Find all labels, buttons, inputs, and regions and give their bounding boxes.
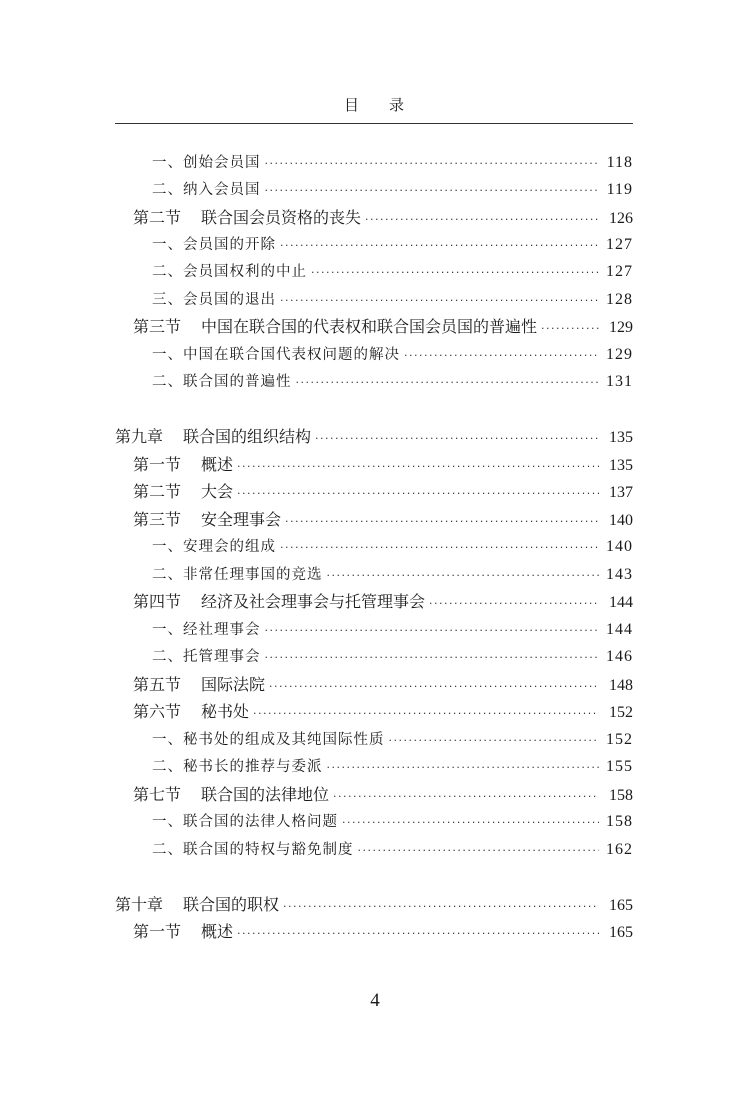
toc-chapter-entry [115,426,633,448]
toc-entry-title [152,564,323,586]
toc-subsection-entry [152,564,633,586]
toc-entry-number: 第三节 [133,510,182,529]
toc-entry-text: 一、经社理事会 [152,622,261,638]
toc-subsection-entry [152,371,633,393]
toc-entry-text: 一、会员国的开除 [152,237,276,253]
dot-leader [280,537,599,559]
toc-entry-text: 一、安理会的组成 [152,539,276,555]
toc-entry-text: 联合国的组织结构 [183,427,312,446]
dot-leader [429,593,599,615]
toc-section-entry [133,674,633,696]
toc-entry-title [133,674,265,696]
toc-entry-page: 165 [609,897,633,914]
toc-subsection-entry [152,152,633,174]
dot-leader [541,318,599,340]
toc-entry-title [133,316,537,338]
toc-entry-number: 第七节 [133,785,182,804]
dot-leader [253,703,599,725]
toc-entry-number: 第六节 [133,702,182,721]
dot-leader [365,209,599,231]
toc-section-entry [133,591,633,613]
dot-leader [265,180,600,202]
toc-entry-page: 152 [609,704,633,721]
dot-leader [404,345,599,367]
toc-entry-page: 140 [606,538,633,555]
toc-entry-title [152,536,276,558]
toc-entry-page: 165 [609,924,633,941]
toc-entry-title [133,509,281,531]
toc-entry-page: 158 [606,813,633,830]
toc-subsection-entry [152,839,633,861]
toc-entry-text: 二、托管理事会 [152,649,261,665]
toc-entry-number: 第十章 [115,895,164,914]
toc-entry-page: 155 [606,758,633,775]
toc-entry-text: 概述 [201,455,234,474]
toc-entry-title [152,261,307,283]
toc-entry-title [152,839,354,861]
toc-entry-page: 131 [606,373,633,390]
toc-entry-page: 140 [609,512,633,529]
dot-leader [265,620,600,642]
toc-subsection-entry [152,289,633,311]
dot-leader [389,730,600,752]
toc-entry-title [133,784,329,806]
dot-leader [265,647,600,669]
toc-section-entry [133,481,633,503]
toc-entry-text: 中国在联合国的代表权和联合国会员国的普遍性 [201,317,538,336]
dot-leader [296,372,600,394]
toc-entry-title [133,701,249,723]
toc-entry-text: 一、秘书处的组成及其纯国际性质 [152,732,385,748]
toc-section-entry [133,207,633,229]
toc-entry-text: 二、会员国权利的中止 [152,264,307,280]
toc-entry-text: 概述 [201,922,234,941]
toc-entry-text: 三、会员国的退出 [152,292,276,308]
toc-entry-page: 144 [606,621,633,638]
toc-entry-title [133,591,425,613]
toc-entry-page: 152 [606,731,633,748]
toc-subsection-entry [152,646,633,668]
dot-leader [285,511,599,533]
toc-subsection-entry [152,811,633,833]
toc-entry-title [133,921,233,943]
toc-entry-page: 129 [609,319,633,336]
running-header [115,94,633,115]
toc-entry-title [152,619,261,641]
toc-section-entry [133,316,633,338]
toc-subsection-entry [152,536,633,558]
toc-entry-page: 146 [606,648,633,665]
toc-entry-text: 国际法院 [201,675,266,694]
toc-entry-title [133,207,361,229]
dot-leader [237,483,599,505]
dot-leader [327,757,600,779]
toc-entry-title [133,481,233,503]
toc-entry-text: 秘书处 [201,702,250,721]
header-rule [115,123,633,124]
dot-leader [311,262,599,284]
toc-subsection-entry [152,344,633,366]
dot-leader [269,676,599,698]
dot-leader [265,153,600,175]
toc-entry-title [152,756,323,778]
dot-leader [342,812,599,834]
toc-entry-page: 162 [606,841,633,858]
page-number: 4 [370,990,380,1011]
toc-entry-page: 118 [606,154,633,171]
toc-entry-page: 128 [606,291,633,308]
toc-entry-text: 一、联合国的法律人格问题 [152,814,338,830]
toc-subsection-entry [152,619,633,641]
toc-subsection-entry [152,261,633,283]
toc-entry-page: 135 [609,457,633,474]
toc-entry-page: 148 [609,677,633,694]
toc-entry-title [152,344,400,366]
toc-entry-number: 第二节 [133,208,182,227]
toc-entry-text: 联合国会员资格的丧失 [201,208,362,227]
toc-entry-text: 一、创始会员国 [152,155,261,171]
toc-entry-title [115,426,311,448]
toc-entry-title [152,289,276,311]
header-char-left: 目 [343,96,359,114]
toc-entry-text: 二、纳入会员国 [152,182,261,198]
toc-entry-text: 联合国的职权 [183,895,280,914]
toc-entry-page: 144 [609,594,633,611]
toc-entry-text: 大会 [201,482,234,501]
toc-subsection-entry [152,756,633,778]
toc-entry-text: 联合国的法律地位 [201,785,330,804]
dot-leader [237,456,599,478]
toc-entry-text: 安全理事会 [201,510,282,529]
toc-entry-text: 二、联合国的普遍性 [152,374,292,390]
toc-entry-number: 第一节 [133,922,182,941]
header-char-right: 录 [389,96,405,114]
toc-entry-page: 158 [609,787,633,804]
toc-entry-page: 137 [609,484,633,501]
toc-entry-number: 第九章 [115,427,164,446]
toc-section-entry [133,509,633,531]
toc-entry-title [115,894,279,916]
toc-entry-page: 127 [606,236,633,253]
toc-entry-title [152,234,276,256]
toc-entry-page: 119 [606,181,633,198]
dot-leader [280,235,599,257]
dot-leader [283,896,599,918]
toc-entry-number: 第四节 [133,592,182,611]
dot-leader [333,786,599,808]
toc-subsection-entry [152,729,633,751]
toc-entry-number: 第一节 [133,455,182,474]
toc-entry-number: 第五节 [133,675,182,694]
toc-entry-title [152,729,385,751]
toc-entry-title [133,454,233,476]
toc-subsection-entry [152,234,633,256]
toc-chapter-entry [115,894,633,916]
toc-section-entry [133,921,633,943]
toc-subsection-entry [152,179,633,201]
toc-entry-page: 127 [606,263,633,280]
dot-leader [358,840,600,862]
toc-entry-title [152,646,261,668]
toc-section-entry [133,701,633,723]
toc-entry-page: 143 [606,566,633,583]
toc-entry-title [152,811,338,833]
toc-section-entry [133,454,633,476]
toc-entry-number: 第二节 [133,482,182,501]
toc-entry-page: 126 [609,210,633,227]
toc-section-entry [133,784,633,806]
toc-entry-number: 第三节 [133,317,182,336]
dot-leader [327,565,600,587]
dot-leader [315,428,599,450]
toc-entry-title [152,179,261,201]
toc-entry-page: 135 [609,429,633,446]
toc-entry-text: 经济及社会理事会与托管理事会 [201,592,426,611]
dot-leader [280,290,599,312]
toc-entry-title [152,152,261,174]
toc-entry-text: 二、秘书长的推荐与委派 [152,759,323,775]
toc-entry-text: 二、非常任理事国的竞选 [152,567,323,583]
toc-entry-title [152,371,292,393]
toc-entry-text: 一、中国在联合国代表权问题的解决 [152,347,400,363]
toc-entry-page: 129 [606,346,633,363]
dot-leader [237,923,599,945]
toc-entry-text: 二、联合国的特权与豁免制度 [152,842,354,858]
